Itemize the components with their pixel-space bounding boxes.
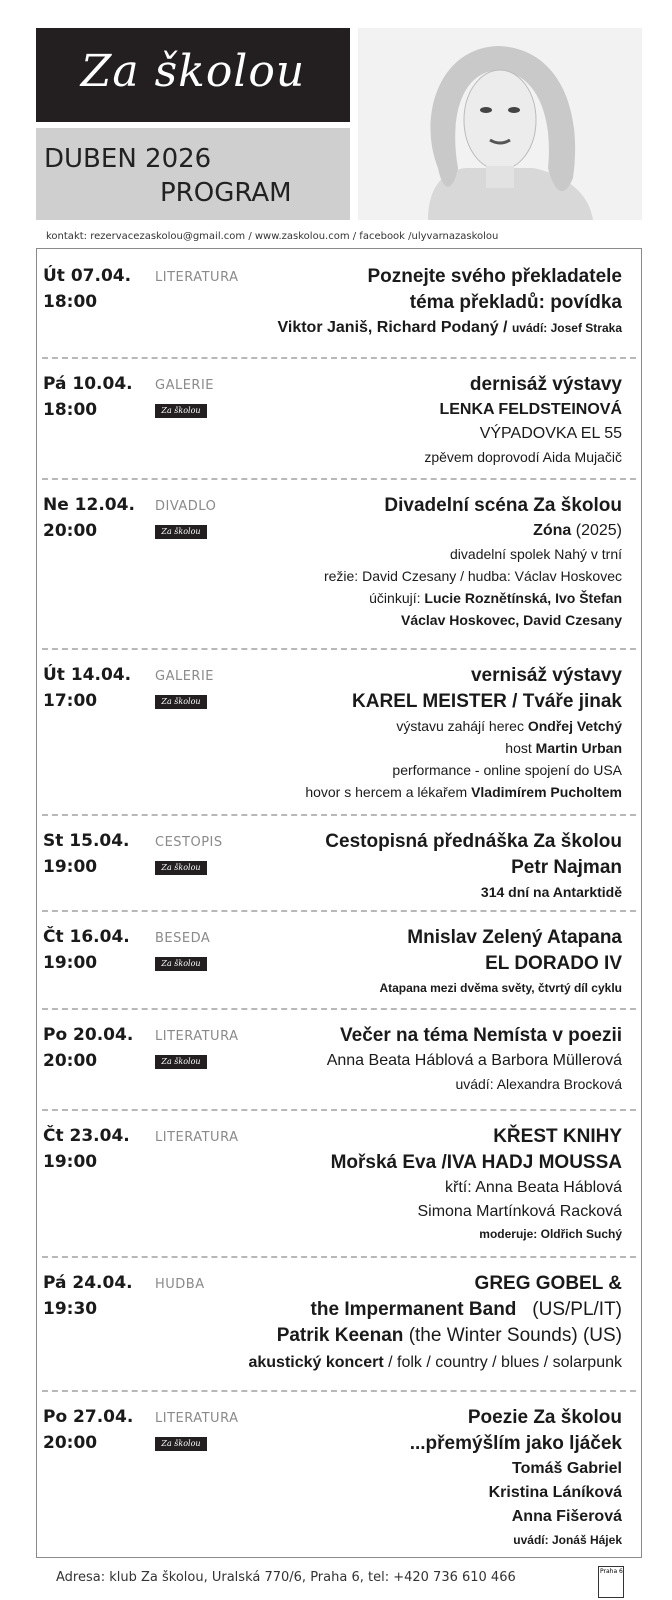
event-title: Mnislav Zelený Atapana — [407, 927, 622, 948]
event-divider — [42, 648, 636, 650]
event-talk-guest: Vladimírem Pucholtem — [471, 784, 622, 800]
event-note: zpěvem doprovodí Aida Mujačič — [424, 449, 622, 465]
event-play: Zóna — [533, 522, 572, 539]
event-details — [324, 493, 622, 631]
event-format: akustický koncert — [248, 1354, 384, 1371]
event-company: divadelní spolek Nahý v trní — [450, 546, 622, 562]
event-subtitle: EL DORADO IV — [485, 953, 622, 974]
event-artist-origin: (the Winter Sounds) (US) — [408, 1325, 622, 1346]
event-guest: Martin Urban — [535, 740, 622, 756]
event-title: dernisáž výstavy — [469, 374, 622, 395]
event-time: 18:00 — [43, 292, 98, 312]
event-category: LITERATURA — [155, 1029, 239, 1044]
event-date: St 15.04. — [43, 831, 130, 851]
za-skolou-badge: Za školou — [155, 957, 207, 971]
event-divider — [42, 814, 636, 816]
za-skolou-badge: Za školou — [155, 404, 207, 418]
event-cast-label: účinkují: — [369, 590, 421, 606]
event-divider — [42, 1390, 636, 1392]
event-artist: LENKA FELDSTEINOVÁ — [439, 401, 622, 418]
event-title: KŘEST KNIHY — [493, 1126, 622, 1147]
event-time: 18:00 — [43, 400, 98, 420]
event-divider — [42, 910, 636, 912]
event-genres: / folk / country / blues / solarpunk — [388, 1354, 622, 1371]
event-title: Poznejte svého překladatele — [367, 266, 622, 287]
event-date: Čt 23.04. — [43, 1126, 130, 1146]
month-title: DUBEN 2026 — [44, 144, 212, 174]
event-subtitle: téma překladů: povídka — [409, 292, 622, 313]
za-skolou-badge: Za školou — [155, 861, 207, 875]
address-footer: Adresa: klub Za školou, Uralská 770/6, Praha 6, tel: +420 736 610 466 — [56, 1570, 516, 1585]
event-details — [331, 1124, 622, 1244]
event-date: Po 27.04. — [43, 1407, 134, 1427]
event-details — [248, 1271, 622, 1375]
event-time: 20:00 — [43, 521, 98, 541]
za-skolou-badge: Za školou — [155, 525, 207, 539]
event-category: CESTOPIS — [155, 835, 223, 850]
event-performance: performance - online spojení do USA — [392, 762, 622, 778]
event-details — [305, 663, 622, 803]
event-credits: režie: David Czesany / hudba: Václav Hoskovec — [323, 568, 622, 584]
event-category: HUDBA — [155, 1277, 205, 1292]
event-date: Po 20.04. — [43, 1025, 134, 1045]
event-category: LITERATURA — [155, 1411, 239, 1426]
event-category: GALERIE — [155, 669, 215, 684]
za-skolou-badge: Za školou — [155, 695, 207, 709]
event-title: Divadelní scéna Za školou — [384, 495, 622, 516]
event-details — [278, 264, 623, 340]
event-details — [379, 925, 622, 999]
event-title: GREG GOBEL & — [474, 1273, 622, 1294]
portrait-photo — [358, 28, 642, 220]
event-guest-label: host — [505, 740, 532, 756]
event-book: Mořská Eva /IVA HADJ MOUSSA — [330, 1152, 622, 1173]
event-opening-label: výstavu zahájí herec — [396, 718, 524, 734]
event-godparent: křtí: Anna Beata Háblová — [445, 1179, 622, 1196]
logo-text: Za školou — [80, 46, 306, 97]
event-details — [325, 829, 622, 903]
event-time: 19:00 — [43, 857, 98, 877]
event-performers: Viktor Janiš, Richard Podaný / — [277, 319, 508, 336]
event-time: 19:00 — [43, 953, 98, 973]
event-details — [424, 372, 622, 468]
event-host: uvádí: Josef Straka — [511, 321, 622, 335]
event-reader-3: Anna Fišerová — [511, 1508, 622, 1525]
event-title: Poezie Za školou — [467, 1407, 622, 1428]
event-divider — [42, 478, 636, 480]
praha-6-text: Praha 6 — [600, 1568, 623, 1575]
event-reader-2: Kristina Láníková — [488, 1484, 622, 1501]
event-divider — [42, 1256, 636, 1258]
title-box — [36, 128, 350, 220]
event-band: the Impermanent Band — [310, 1299, 517, 1320]
event-category: GALERIE — [155, 378, 215, 393]
event-time: 20:00 — [43, 1433, 98, 1453]
event-date: Pá 24.04. — [43, 1273, 133, 1293]
event-topic: 314 dní na Antarktidě — [480, 884, 622, 900]
event-artist: KAREL MEISTER / Tváře jinak — [352, 691, 622, 712]
event-time: 17:00 — [43, 691, 98, 711]
event-date: Út 07.04. — [43, 266, 132, 286]
event-title: Večer na téma Nemísta v poezii — [340, 1025, 622, 1046]
event-date: Čt 16.04. — [43, 927, 130, 947]
event-speaker: Petr Najman — [511, 857, 622, 878]
event-divider — [42, 1008, 636, 1010]
event-time: 19:00 — [43, 1152, 98, 1172]
event-divider — [42, 1109, 636, 1111]
event-date: Pá 10.04. — [43, 374, 133, 394]
event-category: DIVADLO — [155, 499, 217, 514]
event-time: 19:30 — [43, 1299, 98, 1319]
event-godparent-2: Simona Martínková Racková — [417, 1203, 622, 1220]
event-details — [410, 1405, 622, 1551]
za-skolou-badge: Za školou — [155, 1437, 207, 1451]
logo-banner — [36, 28, 350, 122]
event-cast: Lucie Roznětínská, Ivo Štefan — [424, 590, 622, 606]
event-exhibition: VÝPADOVKA EL 55 — [479, 425, 622, 442]
event-artist: Patrik Keenan — [276, 1325, 404, 1346]
event-host: uvádí: Jonáš Hájek — [513, 1533, 622, 1547]
event-host: uvádí: Alexandra Brocková — [455, 1076, 622, 1092]
event-moderator: moderuje: Oldřich Suchý — [479, 1227, 622, 1241]
event-time: 20:00 — [43, 1051, 98, 1071]
event-title: Cestopisná přednáška Za školou — [325, 831, 622, 852]
event-category: BESEDA — [155, 931, 211, 946]
event-title: vernisáž výstavy — [470, 665, 622, 686]
event-reader: Tomáš Gabriel — [512, 1460, 622, 1477]
event-category: LITERATURA — [155, 270, 239, 285]
event-opener: Ondřej Vetchý — [527, 718, 622, 734]
event-band-origin: (US/PL/IT) — [532, 1299, 622, 1320]
event-talk-label: hovor s hercem a lékařem — [305, 784, 468, 800]
za-skolou-badge: Za školou — [155, 1055, 207, 1069]
event-topic: Atapana mezi dvěma světy, čtvrtý díl cyklu — [379, 981, 622, 995]
contact-line: kontakt: rezervacezaskolou@gmail.com / www.zaskolou.com / facebook /ulyvarnazaskolou — [46, 231, 499, 242]
event-year: (2025) — [575, 522, 622, 539]
event-divider — [42, 357, 636, 359]
event-authors: Anna Beata Háblová a Barbora Müllerová — [326, 1052, 622, 1069]
praha-6-logo — [598, 1566, 624, 1598]
event-cast-2: Václav Hoskovec, David Czesany — [400, 612, 622, 628]
event-details — [327, 1023, 622, 1095]
event-subtitle: ...přemýšlím jako ljáček — [409, 1433, 622, 1454]
event-date: Út 14.04. — [43, 665, 132, 685]
event-date: Ne 12.04. — [43, 495, 135, 515]
program-title: PROGRAM — [160, 178, 292, 208]
event-category: LITERATURA — [155, 1130, 239, 1145]
